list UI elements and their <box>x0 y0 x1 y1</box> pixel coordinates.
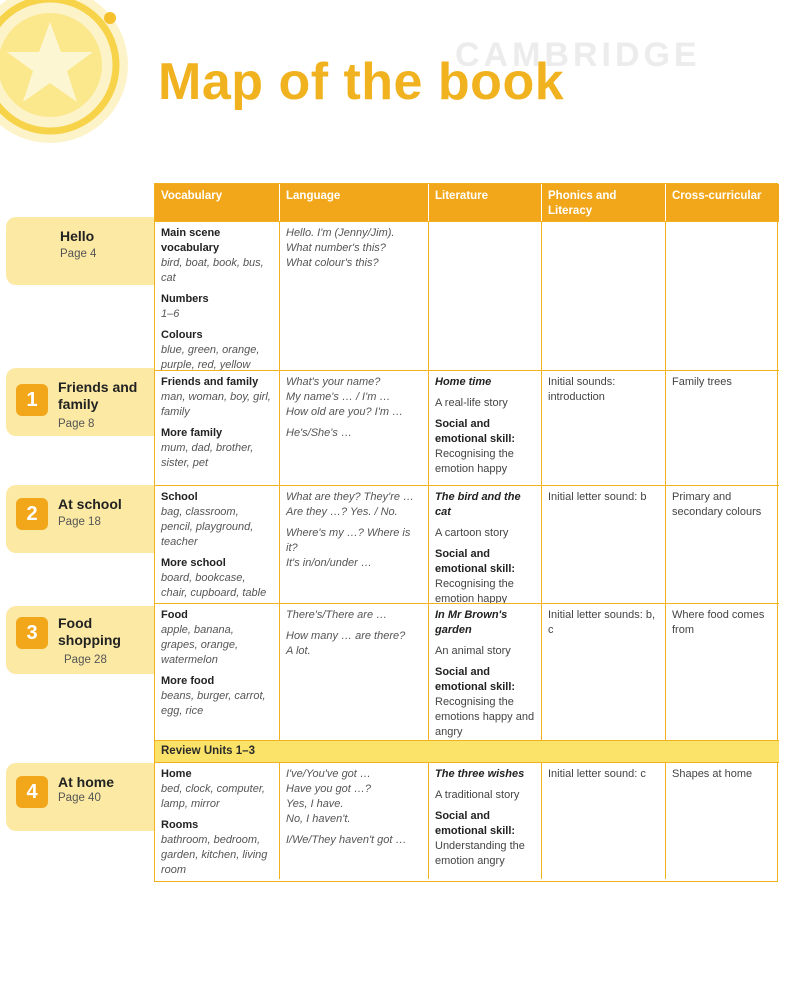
skill-heading: Social and emotional skill: <box>435 810 516 837</box>
review-row: Review Units 1–3 <box>155 740 779 762</box>
language-cell <box>279 370 428 485</box>
vocab-words: beans, burger, carrot, egg, rice <box>161 690 266 717</box>
language-line: How many … are there? <box>286 630 406 642</box>
language-line: Are they …? Yes. / No. <box>286 506 398 518</box>
column-header: Literature <box>428 184 541 221</box>
phonics-cell <box>541 370 665 485</box>
language-line: No, I haven't. <box>286 813 351 825</box>
vocab-words: bed, clock, computer, lamp, mirror <box>161 783 265 810</box>
language-cell <box>279 762 428 879</box>
language-line: There's/There are … <box>286 609 388 621</box>
language-line: How old are you? I'm … <box>286 406 404 418</box>
page-title: Map of the book <box>158 53 565 111</box>
vocab-heading: Rooms <box>161 819 199 831</box>
vocab-words: blue, green, orange, purple, red, yellow <box>161 344 260 370</box>
cross-curricular-cell <box>665 221 779 370</box>
unit-tab-2[interactable] <box>6 485 154 553</box>
skill-heading: Social and emotional skill: <box>435 548 516 575</box>
vocab-heading: Friends and family <box>161 376 259 388</box>
column-header: Phonics and Literacy <box>541 184 665 221</box>
unit-title: Food shopping <box>58 615 121 648</box>
unit-number: 1 <box>16 384 48 416</box>
vocab-words: bag, classroom, pencil, playground, teacher <box>161 506 254 548</box>
skill-text: Understanding the emotion angry <box>435 840 525 867</box>
phonics-cell <box>541 762 665 879</box>
language-line: Yes, I have. <box>286 798 344 810</box>
unit-page: Page 28 <box>64 654 107 666</box>
cross-curricular-text: Family trees <box>672 376 732 388</box>
literature-cell <box>428 762 541 879</box>
vocab-words: apple, banana, grapes, orange, watermelon <box>161 624 239 666</box>
vocabulary-cell <box>155 485 279 603</box>
column-header: Language <box>279 184 428 221</box>
literature-cell <box>428 485 541 603</box>
vocab-heading: Home <box>161 768 192 780</box>
literature-cell <box>428 221 541 370</box>
language-line: What number's this? <box>286 242 386 254</box>
map-table <box>154 183 778 882</box>
language-line: Hello. I'm (Jenny/Jim). <box>286 227 395 239</box>
skill-heading: Social and emotional skill: <box>435 666 516 693</box>
skill-text: Recognising the emotion happy <box>435 448 514 475</box>
language-line: I've/You've got … <box>286 768 371 780</box>
unit-title: At school <box>58 496 122 512</box>
skill-heading: Social and emotional skill: <box>435 418 516 445</box>
unit-page: Page 4 <box>60 248 97 260</box>
vocab-heading: Numbers <box>161 293 209 305</box>
language-line: He's/She's … <box>286 427 352 439</box>
literature-cell <box>428 370 541 485</box>
phonics-text: Initial letter sound: c <box>548 768 646 780</box>
story-type: A cartoon story <box>435 527 509 539</box>
unit-number: 2 <box>16 498 48 530</box>
unit-tab-4[interactable] <box>6 763 154 831</box>
phonics-cell <box>541 603 665 740</box>
column-header: Vocabulary <box>155 184 279 221</box>
vocab-heading: More family <box>161 427 223 439</box>
story-type: A real-life story <box>435 397 508 409</box>
vocab-words: board, bookcase, chair, cupboard, table <box>161 572 267 599</box>
language-line: It's in/on/under … <box>286 557 372 569</box>
vocab-heading: More school <box>161 557 226 569</box>
language-line: My name's … / I'm … <box>286 391 391 403</box>
vocab-words: bird, boat, book, bus, cat <box>161 257 264 284</box>
phonics-text: Initial letter sounds: b, c <box>548 609 656 636</box>
vocab-heading: Colours <box>161 329 203 341</box>
vocab-heading: Food <box>161 609 188 621</box>
phonics-cell <box>541 221 665 370</box>
unit-title: Friends and family <box>58 379 138 412</box>
unit-tab-hello[interactable] <box>6 217 154 285</box>
unit-number: 4 <box>16 776 48 808</box>
star-icon <box>0 0 140 150</box>
skill-text: Recognising the emotion happy <box>435 578 514 603</box>
story-title: In Mr Brown's garden <box>435 609 508 636</box>
vocab-words: 1–6 <box>161 308 180 320</box>
story-title: The bird and the cat <box>435 491 521 518</box>
phonics-text: Initial sounds: introduction <box>548 376 616 403</box>
vocab-words: bathroom, bedroom, garden, kitchen, living room <box>161 834 268 876</box>
unit-title: At home <box>58 774 114 790</box>
column-header: Cross-curricular <box>665 184 779 221</box>
background-watermark-text: CAMBRIDGE <box>455 36 701 74</box>
vocabulary-cell <box>155 221 279 370</box>
language-line: What colour's this? <box>286 257 379 269</box>
vocab-heading: Main scene vocabulary <box>161 227 221 254</box>
unit-page: Page 18 <box>58 516 101 528</box>
language-line: I/We/They haven't got … <box>286 834 407 846</box>
language-cell <box>279 485 428 603</box>
cross-curricular-cell <box>665 603 779 740</box>
vocab-words: mum, dad, brother, sister, pet <box>161 442 254 469</box>
language-line: What are they? They're … <box>286 491 415 503</box>
unit-tab-1[interactable] <box>6 368 154 436</box>
literature-cell <box>428 603 541 740</box>
language-line: What's your name? <box>286 376 381 388</box>
language-cell <box>279 221 428 370</box>
story-type: An animal story <box>435 645 511 657</box>
language-line: A lot. <box>286 645 311 657</box>
unit-page: Page 40 <box>58 792 101 804</box>
story-title: The three wishes <box>435 768 525 780</box>
phonics-text: Initial letter sound: b <box>548 491 647 503</box>
cross-curricular-cell <box>665 485 779 603</box>
language-line: Have you got …? <box>286 783 371 795</box>
vocabulary-cell <box>155 762 279 879</box>
unit-number: 3 <box>16 617 48 649</box>
cross-curricular-text: Primary and secondary colours <box>672 491 762 518</box>
skill-text: Recognising the emotions happy and angry <box>435 696 535 738</box>
vocab-words: man, woman, boy, girl, family <box>161 391 271 418</box>
unit-tab-3[interactable] <box>6 606 154 674</box>
unit-title: Hello <box>60 228 95 244</box>
language-cell <box>279 603 428 740</box>
cross-curricular-cell <box>665 762 779 879</box>
story-title: Home time <box>435 376 492 388</box>
story-type: A traditional story <box>435 789 520 801</box>
phonics-cell <box>541 485 665 603</box>
vocabulary-cell <box>155 370 279 485</box>
unit-page: Page 8 <box>58 418 95 430</box>
vocabulary-cell <box>155 603 279 740</box>
cross-curricular-text: Shapes at home <box>672 768 753 780</box>
language-line: Where's my …? Where is it? <box>286 527 411 554</box>
vocab-heading: More food <box>161 675 215 687</box>
cross-curricular-text: Where food comes from <box>672 609 765 636</box>
vocab-heading: School <box>161 491 198 503</box>
cross-curricular-cell <box>665 370 779 485</box>
